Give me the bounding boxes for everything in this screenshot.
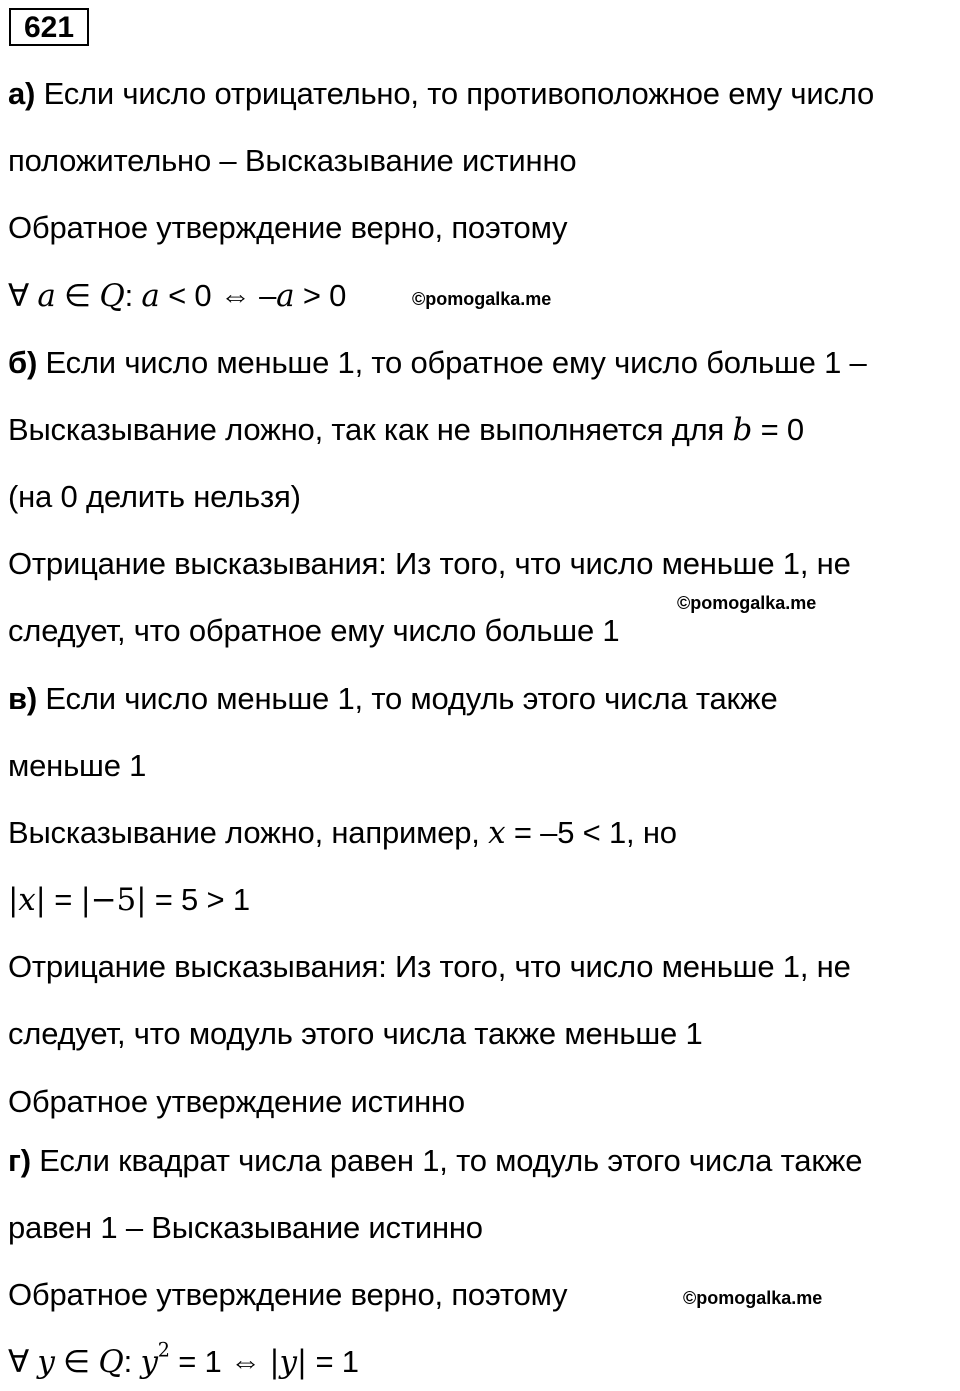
part-b-line-2: Высказывание ложно, так как не выполняется для b = 0 (8, 412, 804, 448)
watermark: ©pomogalka.me (677, 593, 817, 613)
watermark: ©pomogalka.me (683, 1288, 823, 1308)
part-g-formula: ∀ y ∈ Q: $y^2 = 1$ ⇔ |y| = 1 (8, 1338, 359, 1380)
part-v-formula: |x| = |−5| = 5 > 1 (8, 882, 250, 918)
part-g-line-1: г) Если квадрат числа равен 1, то модуль этого числа также (8, 1143, 863, 1178)
part-v-line-2: меньше 1 (8, 748, 147, 783)
part-v-line-6: следует, что модуль этого числа также меньше 1 (8, 1016, 703, 1051)
watermark: ©pomogalka.me (412, 289, 552, 309)
part-a-label: а) (8, 76, 36, 111)
part-b-line-4: Отрицание высказывания: Из того, что число меньше 1, не (8, 546, 851, 581)
part-g-label: г) (8, 1143, 31, 1178)
part-a-formula: ∀ a ∈ Q: a < 0 ⇔ –a > 0 (8, 278, 347, 314)
part-v-label: в) (8, 681, 37, 716)
part-b-line-1: б) Если число меньше 1, то обратное ему число больше 1 – (8, 345, 867, 380)
part-v-line-3: Высказывание ложно, например, x = –5 < 1, но (8, 815, 677, 851)
part-a-line-1: а) Если число отрицательно, то противоположное ему число (8, 76, 875, 111)
part-a-line-2: положительно – Высказывание истинно (8, 143, 577, 178)
part-v-line-7: Обратное утверждение истинно (8, 1084, 465, 1119)
part-a-line-3: Обратное утверждение верно, поэтому (8, 210, 568, 245)
part-v-line-5: Отрицание высказывания: Из того, что число меньше 1, не (8, 949, 851, 984)
part-b-line-5: следует, что обратное ему число больше 1 (8, 613, 620, 648)
part-b-line-3: (на 0 делить нельзя) (8, 479, 301, 514)
part-v-line-1: в) Если число меньше 1, то модуль этого числа также (8, 681, 778, 716)
task-number: 621 (9, 8, 89, 46)
part-g-line-2: равен 1 – Высказывание истинно (8, 1210, 483, 1245)
part-g-line-3: Обратное утверждение верно, поэтому (8, 1277, 568, 1312)
part-b-label: б) (8, 345, 38, 380)
